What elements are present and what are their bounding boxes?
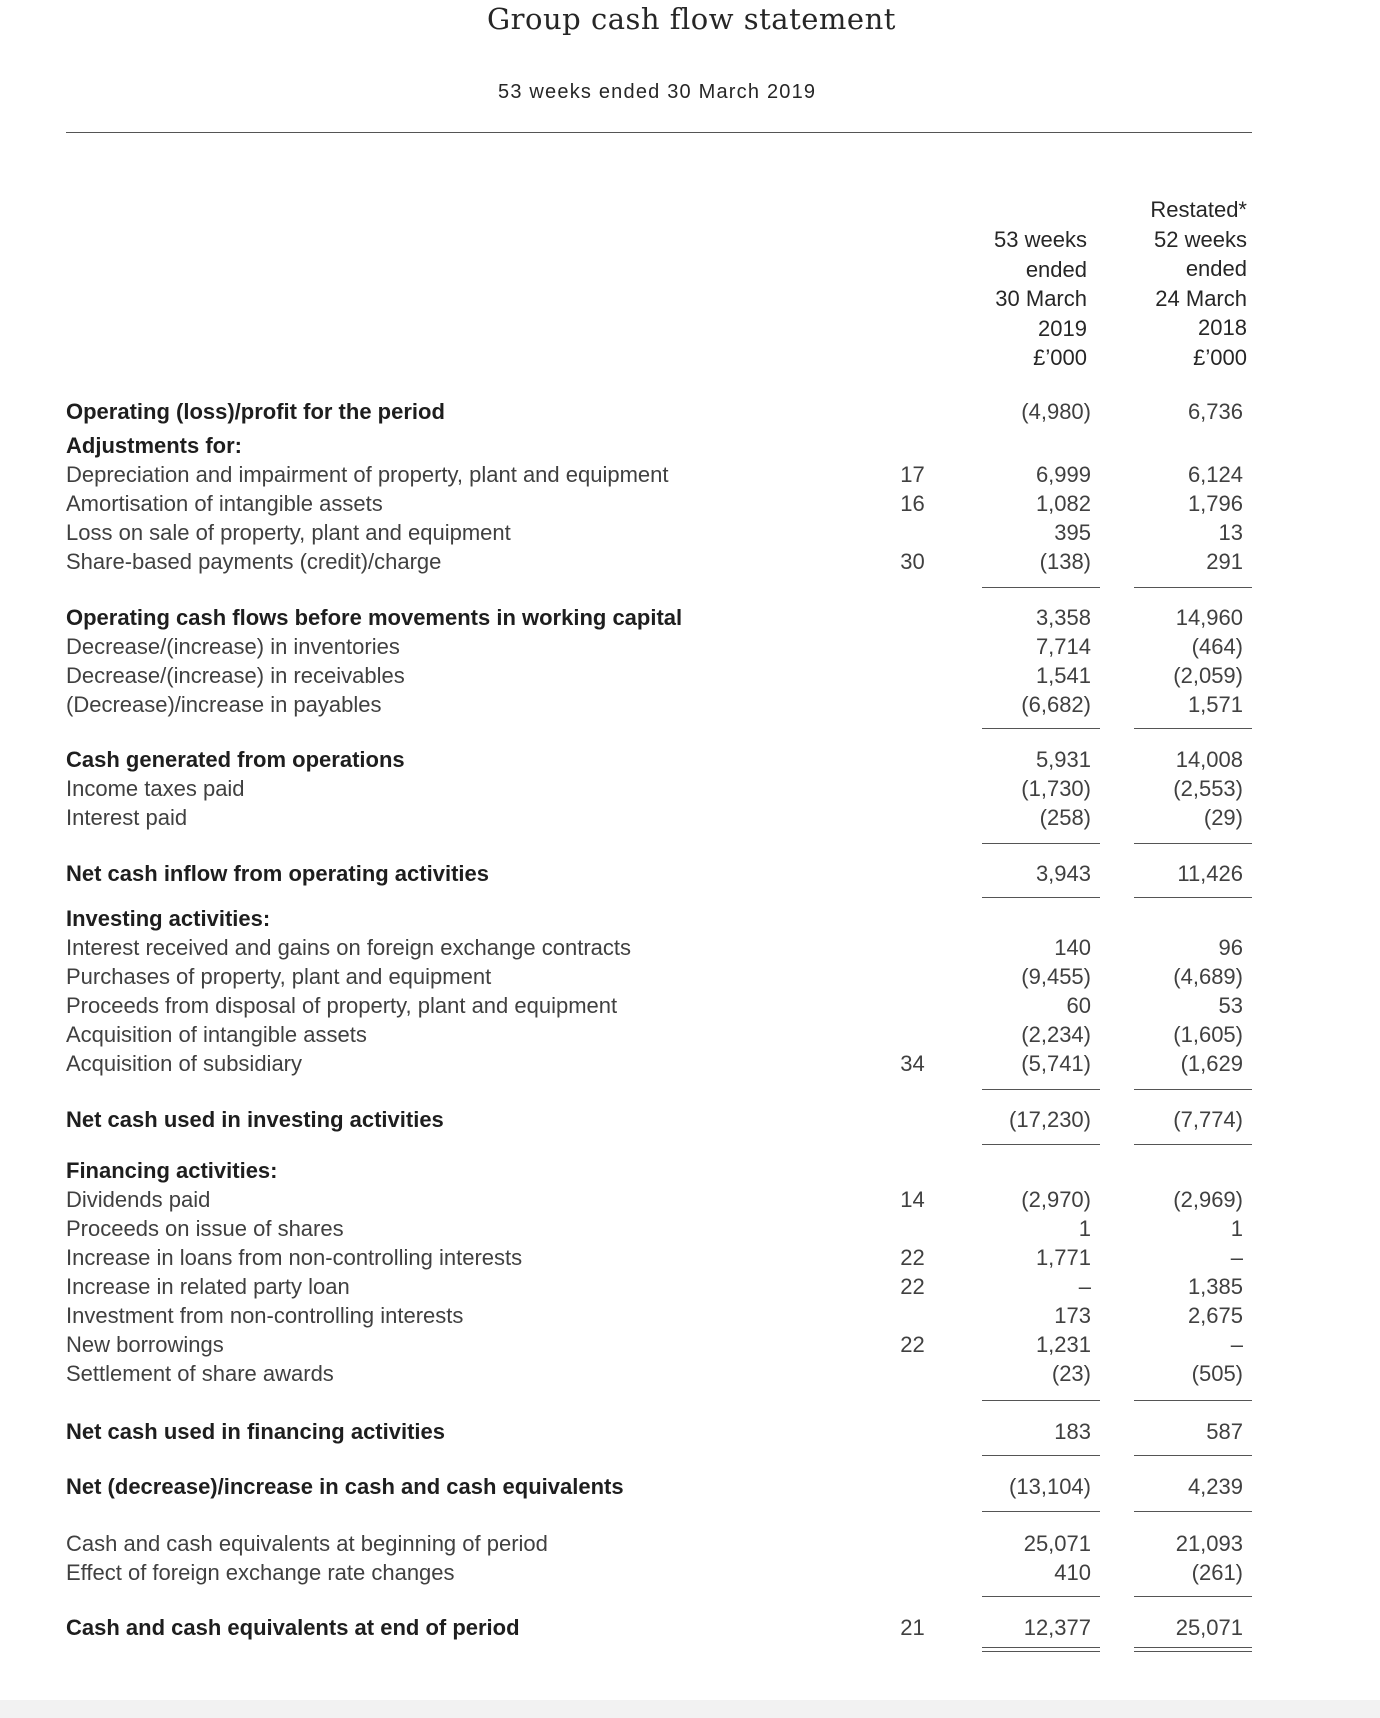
subtotal-rule [1134,843,1252,844]
row-current-value: 1,541 [1035,663,1091,688]
row-current-value: (2,970) [1021,1187,1091,1212]
row-prior-value: (2,059) [1173,663,1243,688]
subtotal-rule [982,843,1100,844]
subtotal-rule [982,728,1100,729]
subtotal-rule [982,1089,1100,1090]
row-prior-value: (464) [1191,634,1243,659]
row-label: Amortisation of intangible assets [66,491,383,516]
row-label: Acquisition of subsidiary [66,1051,303,1076]
row-current-value: – [1078,1274,1091,1299]
row-label: Loss on sale of property, plant and equipment [66,520,511,545]
prior-period-header: Restated* 52 weeks ended 24 March 2018 £’000 [1150,197,1247,370]
row-current-value: 3,358 [1035,605,1091,630]
row-label: Net cash used in investing activities [66,1107,444,1132]
row-label: Cash generated from operations [66,747,405,772]
row-label: Proceeds on issue of shares [66,1216,344,1241]
subtotal-rule [982,1144,1100,1145]
row-current-value: (138) [1039,549,1091,574]
row-note: 22 [900,1332,925,1357]
subtotal-rule [982,1596,1100,1597]
row-label: Interest paid [66,805,188,830]
subtotal-rule [1134,1455,1252,1456]
row-current-value: 410 [1054,1560,1091,1585]
row-prior-value: (505) [1191,1361,1243,1386]
row-prior-value: 96 [1218,935,1243,960]
row-note: 14 [900,1187,925,1212]
subtotal-rule [1134,1400,1252,1401]
row-current-value: (17,230) [1009,1107,1091,1132]
row-label: Net cash used in financing activities [66,1419,445,1444]
row-label: Cash and cash equivalents at end of period [66,1615,520,1640]
row-label: Purchases of property, plant and equipment [66,964,492,989]
row-prior-value: (7,774) [1173,1107,1243,1132]
subtotal-rule [1134,1144,1252,1145]
row-current-value: 6,999 [1035,462,1091,487]
row-note: 22 [900,1245,925,1270]
row-label: Increase in loans from non-controlling interests [66,1245,523,1270]
row-note: 30 [900,549,925,574]
subtotal-rule [982,1455,1100,1456]
row-label: Acquisition of intangible assets [66,1022,367,1047]
row-current-value: 12,377 [1023,1615,1091,1640]
row-current-value: (23) [1051,1361,1091,1386]
page-title: Group cash flow statement [487,2,896,36]
row-prior-value: (1,629 [1180,1051,1243,1076]
row-label: Dividends paid [66,1187,211,1212]
row-current-value: 183 [1054,1419,1091,1444]
row-prior-value: 6,736 [1187,399,1243,424]
row-label: Increase in related party loan [66,1274,350,1299]
row-prior-value: 1,796 [1187,491,1243,516]
row-label: Investing activities: [66,906,271,931]
row-label: Proceeds from disposal of property, plant and equipment [66,993,618,1018]
page-subtitle: 53 weeks ended 30 March 2019 [498,81,817,103]
row-prior-value: (29) [1203,805,1243,830]
subtotal-rule [1134,1596,1252,1597]
row-prior-value: 6,124 [1187,462,1243,487]
row-note: 22 [900,1274,925,1299]
subtotal-rule [1134,1511,1252,1512]
row-prior-value: 4,239 [1187,1474,1243,1499]
row-current-value: 140 [1054,935,1091,960]
row-current-value: 3,943 [1035,861,1091,886]
row-prior-value: (2,553) [1173,776,1243,801]
row-label: Financing activities: [66,1158,278,1183]
row-prior-value: (1,605) [1173,1022,1243,1047]
row-prior-value: 11,426 [1177,861,1243,886]
row-current-value: 173 [1054,1303,1091,1328]
row-current-value: (258) [1039,805,1091,830]
row-label: Net (decrease)/increase in cash and cash equivalents [66,1474,624,1499]
row-note: 34 [900,1051,925,1076]
row-prior-value: – [1230,1332,1243,1357]
row-prior-value: 14,960 [1175,605,1243,630]
row-prior-value: 14,008 [1175,747,1243,772]
row-current-value: 7,714 [1035,634,1091,659]
total-double-rule [982,1647,1100,1652]
subtotal-rule [1134,897,1252,898]
row-prior-value: (4,689) [1173,964,1243,989]
row-prior-value: 1,385 [1187,1274,1243,1299]
total-double-rule [1134,1647,1252,1652]
row-current-value: (6,682) [1021,692,1091,717]
row-current-value: (5,741) [1021,1051,1091,1076]
subtotal-rule [982,587,1100,588]
page-footer-band [0,1700,1380,1718]
row-note: 16 [900,491,925,516]
row-current-value: 25,071 [1023,1531,1091,1556]
row-label: (Decrease)/increase in payables [66,692,382,717]
subtotal-rule [1134,728,1252,729]
subtotal-rule [982,897,1100,898]
row-current-value: 5,931 [1035,747,1091,772]
row-label: New borrowings [66,1332,224,1357]
title-divider [66,132,1252,133]
row-current-value: 1,771 [1035,1245,1091,1270]
row-current-value: (4,980) [1021,399,1091,424]
row-prior-value: 21,093 [1175,1531,1243,1556]
row-current-value: 1,231 [1035,1332,1091,1357]
row-current-value: (1,730) [1021,776,1091,801]
row-current-value: 1 [1078,1216,1091,1241]
row-label: Operating (loss)/profit for the period [66,399,445,424]
row-label: Decrease/(increase) in inventories [66,634,400,659]
row-label: Operating cash flows before movements in working capital [66,605,683,630]
row-prior-value: 25,071 [1175,1615,1243,1640]
row-current-value: (2,234) [1021,1022,1091,1047]
subtotal-rule [1134,587,1252,588]
row-note: 17 [900,462,925,487]
row-label: Net cash inflow from operating activities [66,861,489,886]
row-current-value: 1,082 [1035,491,1091,516]
row-prior-value: 1,571 [1187,692,1243,717]
row-label: Decrease/(increase) in receivables [66,663,405,688]
row-label: Share-based payments (credit)/charge [66,549,442,574]
row-label: Investment from non-controlling interests [66,1303,464,1328]
subtotal-rule [982,1400,1100,1401]
row-label: Interest received and gains on foreign exchange contracts [66,935,632,960]
current-period-header: 53 weeks ended 30 March 2019 £’000 [994,227,1087,370]
row-label: Income taxes paid [66,776,245,801]
row-prior-value: 13 [1218,520,1243,545]
row-prior-value: – [1230,1245,1243,1270]
row-prior-value: 587 [1206,1419,1243,1444]
row-label: Effect of foreign exchange rate changes [66,1560,455,1585]
subtotal-rule [1134,1089,1252,1090]
row-label: Cash and cash equivalents at beginning of period [66,1531,548,1556]
row-prior-value: 2,675 [1187,1303,1243,1328]
row-prior-value: 1 [1230,1216,1243,1241]
subtotal-rule [982,1511,1100,1512]
row-label: Adjustments for: [66,433,242,458]
row-current-value: (13,104) [1009,1474,1091,1499]
row-prior-value: (261) [1191,1560,1243,1585]
row-prior-value: 53 [1218,993,1243,1018]
row-prior-value: (2,969) [1173,1187,1243,1212]
row-note: 21 [900,1615,925,1640]
row-prior-value: 291 [1206,549,1243,574]
row-current-value: (9,455) [1021,964,1091,989]
row-label: Depreciation and impairment of property, plant and equipment [66,462,669,487]
row-label: Settlement of share awards [66,1361,334,1386]
row-current-value: 60 [1066,993,1091,1018]
row-current-value: 395 [1054,520,1091,545]
